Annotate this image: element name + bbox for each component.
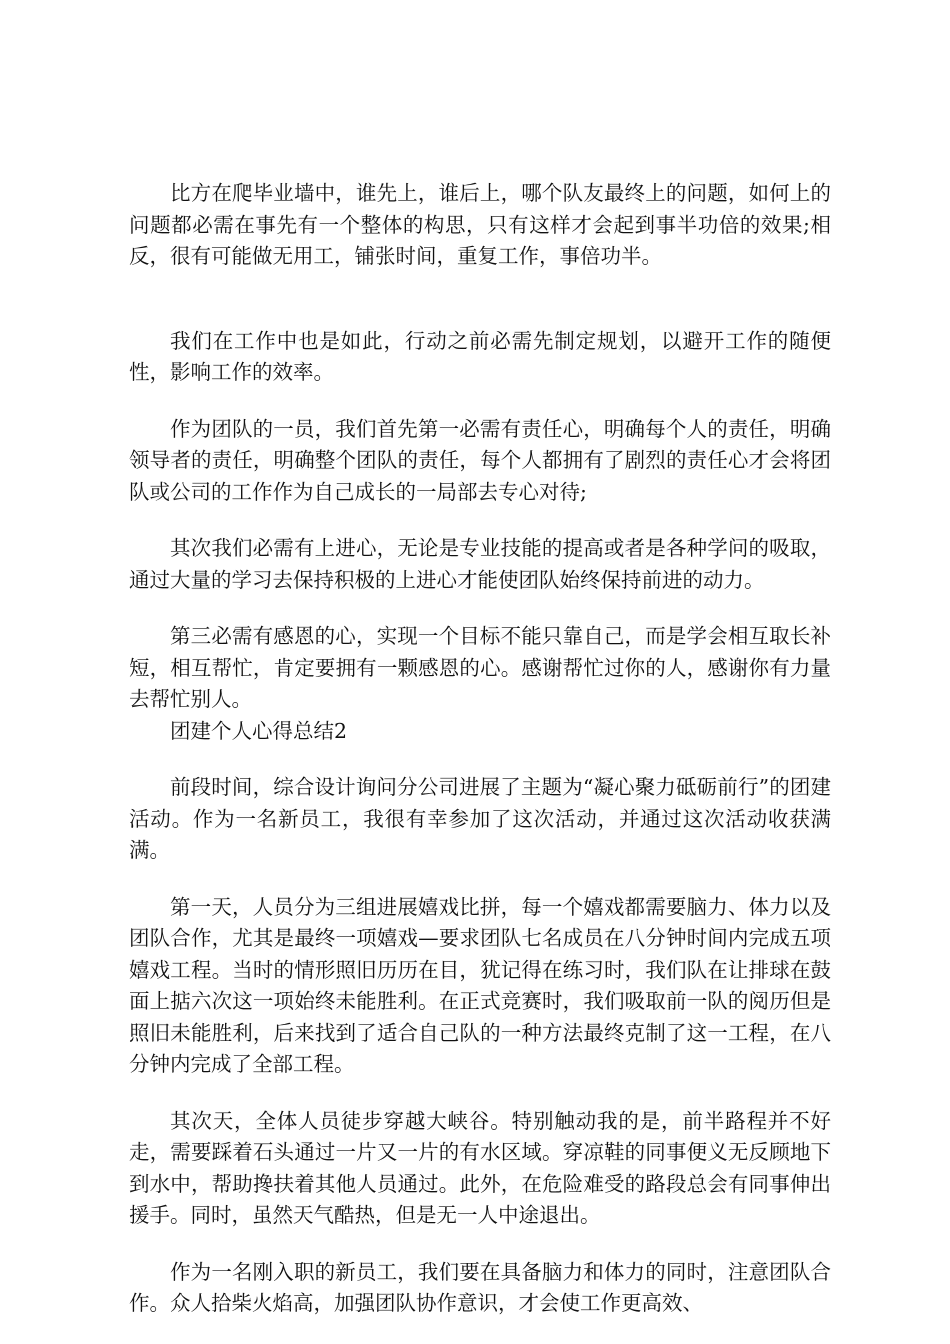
paragraph-responsibility: 作为团队的一员，我们首先第一必需有责任心，明确每个人的责任，明确领导者的责任，明确整个团队的责任，每个人都拥有了剧烈的责任心才会将团队或公司的工作作为自己成长的一局部去专心对待; — [129, 416, 831, 504]
paragraph-gratitude: 第三必需有感恩的心，实现一个目标不能只靠自己，而是学会相互取长补短，相互帮忙，肯定要拥有一颗感恩的心。感谢帮忙过你的人，感谢你有力量去帮忙别人。 — [129, 624, 831, 711]
section-heading: 团建个人心得总结2 — [170, 718, 348, 743]
paragraph-intro: 前段时间，综合设计询问分公司进展了主题为“凝心聚力砥砺前行”的团建活动。作为一名新员工，我很有幸参加了这次活动，并通过这次活动收获满满。 — [129, 775, 831, 862]
paragraph-wall-climb: 比方在爬毕业墙中，谁先上，谁后上，哪个队友最终上的问题，如何上的问题都必需在事先有一个整体的构思，只有这样才会起到事半功倍的效果;相反，很有可能做无用工，铺张时间，重复工作，事倍功半。 — [129, 181, 831, 268]
paragraph-day-one: 第一天，人员分为三组进展嬉戏比拼，每一个嬉戏都需要脑力、体力以及团队合作，尤其是最终一项嬉戏—要求团队七名成员在八分钟时间内完成五项嬉戏工程。当时的情形照旧历历在目，犹记得在练习时，我们队在让排球在鼓面上掂六次这一项始终未能胜利。在正式竞赛时，我们吸取前一队的阅历但是照旧未能胜利，后来找到了适合自己队的一种方法最终克制了这一工程，在八分钟内完成了全部工程。 — [129, 894, 831, 1076]
document-body — [129, 178, 831, 1320]
paragraph-planning: 我们在工作中也是如此，行动之前必需先制定规划，以避开工作的随便性，影响工作的效率。 — [129, 328, 831, 384]
paragraph-day-two: 其次天，全体人员徒步穿越大峡谷。特别触动我的是，前半路程并不好走，需要踩着石头通过一片又一片的有水区域。穿凉鞋的同事便义无反顾地下到水中，帮助搀扶着其他人员通过。此外，在危险难受的路段总会有同事伸出援手。同时，虽然天气酷热，但是无一人中途退出。 — [129, 1108, 831, 1227]
paragraph-ambition: 其次我们必需有上进心，无论是专业技能的提高或者是各种学问的吸取，通过大量的学习去保持积极的上进心才能使团队始终保持前进的动力。 — [129, 536, 831, 592]
paragraph-new-employee: 作为一名刚入职的新员工，我们要在具备脑力和体力的同时，注意团队合作。众人拾柴火焰高，加强团队协作意识，才会使工作更高效、 — [129, 1259, 831, 1315]
